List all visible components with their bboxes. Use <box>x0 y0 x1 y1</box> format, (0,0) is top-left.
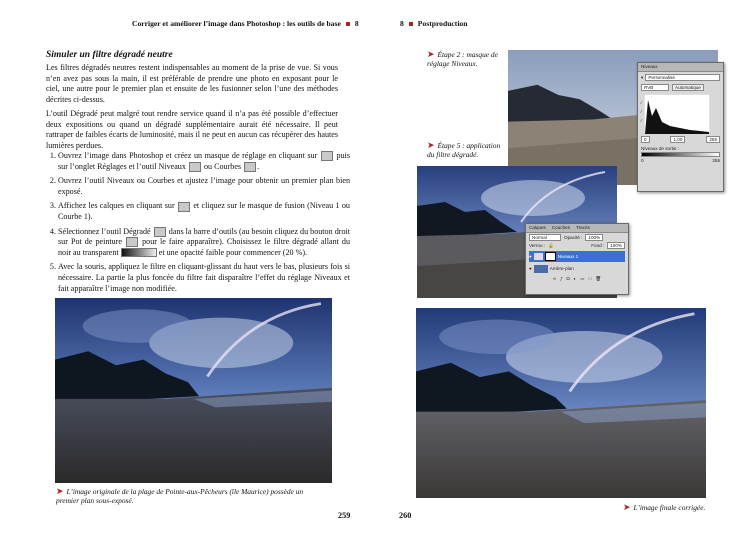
blend-mode-select[interactable]: Normal <box>529 234 561 241</box>
fill-label: Fond : <box>591 243 605 248</box>
tab-couches[interactable]: Couches <box>551 225 570 230</box>
step-5: 5. Avec la souris, appliquez le filtre en cliquant-glissant du haut vers le bas, plusieurs fois si nécessaire. La partie la plus foncée du filtre fait disparaître l’effet du réglage Niveaux et fait apparaître l’image non modifiée. <box>58 262 350 294</box>
paragraph-1: Les filtres dégradés neutres restent indispensables au moment de la prise de vue. Si vous n’en avez pas sous la main, il est préférable de prendre une photo en exposant pour le ciel, une autre pour le premier plan et ensuite de les fusionner selon l’une des méthodes décrites ci-dessus. <box>46 63 338 104</box>
original-beach-photo <box>55 298 332 483</box>
curves-icon <box>244 162 256 172</box>
steps-list <box>46 151 350 298</box>
layer-name: Arrière-plan <box>549 266 574 271</box>
right-header-title: Postproduction <box>417 19 468 28</box>
gradient-swatch-icon <box>121 248 157 257</box>
output-white[interactable]: 255 <box>712 158 720 163</box>
step-3: 3. Affichez les calques en cliquant sur et cliquez sur le masque de fusion (Niveau 1 ou Courbe 1). <box>58 201 350 222</box>
adjustment-icon[interactable]: ◐ <box>573 276 577 281</box>
input-white[interactable]: 255 <box>706 136 720 143</box>
lock-icon[interactable]: 🔒 <box>548 242 554 248</box>
input-gamma[interactable]: 1,00 <box>670 136 685 143</box>
mask-thumb[interactable] <box>545 252 556 261</box>
right-page <box>375 0 750 543</box>
tab-traces[interactable]: Tracés <box>576 225 590 230</box>
opacity-input[interactable]: 100% <box>585 234 603 241</box>
paragraph-2: L’outil Dégradé peut malgré tout rendre service quand il n’a pas été possible d’effectuer deux expositions ou quand un dégradé supplémentaire aurait été nécessaire. Il peut rattraper de faibles écarts de luminosité, mais il ne peut en aucun cas récupérer des hautes lumières perdues. <box>46 109 338 150</box>
folder-icon[interactable]: ▭ <box>580 276 585 281</box>
paint-bucket-icon <box>126 237 138 247</box>
levels-panel <box>637 62 724 192</box>
final-caption: ➤ L’image finale corrigée. <box>623 502 706 512</box>
right-running-header <box>400 19 467 28</box>
auto-button[interactable]: Automatique <box>672 84 704 91</box>
left-page-number: 259 <box>338 511 351 520</box>
arrow-icon: ➤ <box>56 486 64 496</box>
mask-icon[interactable]: ◘ <box>566 276 570 281</box>
trash-icon[interactable]: 🗑 <box>595 276 602 281</box>
layer-row-background[interactable] <box>529 263 625 274</box>
left-header-chapter: 8 <box>354 19 359 28</box>
step5-caption: ➤ Étape 5 : application du filtre dégradé. <box>427 140 501 159</box>
arrow-icon: ➤ <box>623 502 631 512</box>
levels-preset-select[interactable]: Personnalisé <box>645 74 720 81</box>
white-eyedropper-icon[interactable]: ⁄ <box>641 118 642 123</box>
histogram <box>644 94 710 134</box>
header-square-icon <box>346 22 350 26</box>
arrow-icon: ➤ <box>427 140 435 150</box>
output-levels-label: Niveaux de sortie : <box>641 146 680 151</box>
step2-caption: ➤ Étape 2 : masque de réglage Niveaux. <box>427 49 498 68</box>
link-icon[interactable]: ∞ <box>552 276 557 281</box>
layers-icon <box>178 202 190 212</box>
adjustment-thumb <box>534 253 543 260</box>
layer-row-niveaux[interactable] <box>529 251 625 262</box>
output-black[interactable]: 0 <box>641 158 644 163</box>
channel-select[interactable]: RVB <box>641 84 669 91</box>
left-running-header <box>132 19 359 28</box>
layers-panel <box>525 223 629 295</box>
input-black[interactable]: 0 <box>641 136 650 143</box>
eye-icon[interactable]: ● <box>529 254 532 259</box>
header-square-icon <box>409 22 413 26</box>
left-header-title: Corriger et améliorer l’image dans Photoshop : les outils de base <box>132 19 341 28</box>
background-thumb <box>534 265 548 273</box>
black-eyedropper-icon[interactable]: ⁄ <box>641 100 642 105</box>
step-2: 2. Ouvrez l’outil Niveaux ou Courbes et ajustez l’image pour obtenir un premier plan bien exposé. <box>58 176 350 197</box>
levels-preset-label: ▾ <box>641 74 644 80</box>
new-layer-icon[interactable]: □ <box>588 276 592 281</box>
gradient-tool-icon <box>154 227 166 237</box>
tab-calques[interactable]: Calques <box>529 225 546 230</box>
eye-icon[interactable]: ● <box>529 266 532 271</box>
levels-tab[interactable]: Niveaux <box>638 63 723 72</box>
output-gradient-bar[interactable] <box>641 152 720 157</box>
gray-eyedropper-icon[interactable]: ⁄ <box>641 109 642 114</box>
section-title: Simuler un filtre dégradé neutre <box>46 50 173 60</box>
adjustment-mask-icon <box>321 151 333 161</box>
fill-input[interactable]: 100% <box>607 242 625 249</box>
arrow-icon: ➤ <box>427 49 435 59</box>
levels-icon <box>189 162 201 172</box>
right-header-chapter: 8 <box>400 19 404 28</box>
right-page-number: 260 <box>399 511 412 520</box>
fx-icon[interactable]: ƒ <box>560 276 563 281</box>
layer-name: Niveaux 1 <box>557 254 579 259</box>
step-4: 4. Sélectionnez l’outil Dégradé dans la barre d’outils (au besoin cliquez du bouton droit sur Pot de peinture pour le faire apparaître). Choisissez le filtre dégradé allant du noir au transparent et une opacité faible pour commencer (20 %). <box>58 227 350 259</box>
opacity-label: Opacité : <box>564 235 583 240</box>
lock-label: Verrou : <box>529 243 546 248</box>
original-photo-caption: ➤ L’image originale de la plage de Pointe-aux-Pêcheurs (île Maurice) possède un premier plan sous-exposé. <box>56 486 304 505</box>
layers-toolbar <box>529 276 625 282</box>
step-1: 1. Ouvrez l’image dans Photoshop et créez un masque de réglage en cliquant sur puis sur l’onglet Réglages et l’outil Niveaux ou Courbes . <box>58 151 350 172</box>
final-photo <box>416 308 706 498</box>
